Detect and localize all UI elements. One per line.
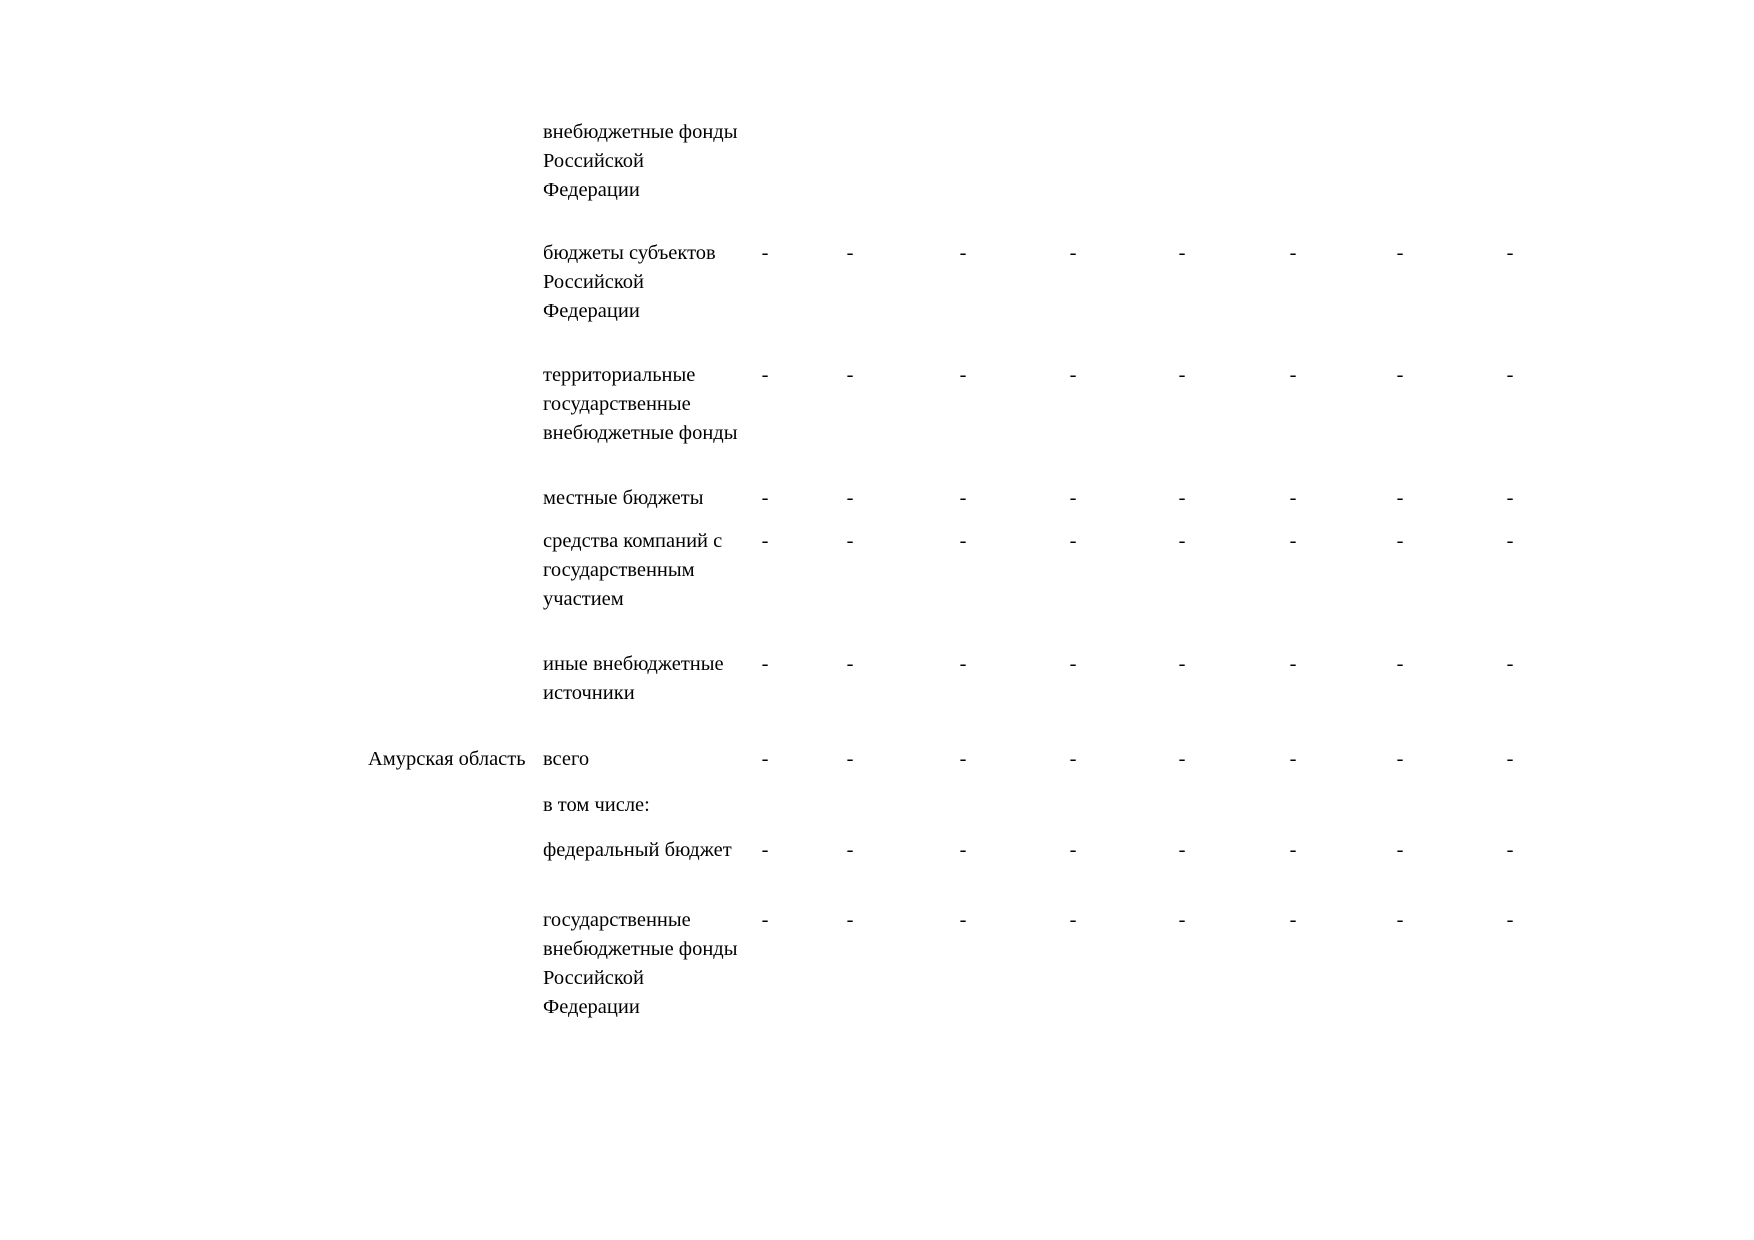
table-cell-value: - — [846, 839, 854, 861]
table-cell-value: - — [959, 909, 967, 931]
table-cell-value: - — [761, 748, 769, 770]
row-values — [0, 239, 1754, 268]
funding-source-label: всего — [543, 748, 590, 770]
funding-source-label: территориальные государственные внебюджетные фонды — [543, 364, 738, 444]
row-values — [0, 836, 1754, 865]
table-cell-value: - — [959, 242, 967, 264]
row-values — [0, 745, 1754, 774]
table-cell-value: - — [846, 530, 854, 552]
table-cell-value: - — [1069, 653, 1077, 675]
table-cell-value: - — [1178, 242, 1186, 264]
table-cell-value: - — [1289, 487, 1297, 509]
table-cell-value: - — [846, 487, 854, 509]
table-cell-value: - — [959, 839, 967, 861]
table-cell-value: - — [1396, 839, 1404, 861]
table-cell-value: - — [959, 530, 967, 552]
row-values — [0, 118, 1754, 147]
row-values — [0, 906, 1754, 935]
table-cell-value: - — [1178, 530, 1186, 552]
table-cell-value: - — [846, 364, 854, 386]
table-cell-value: - — [1069, 748, 1077, 770]
funding-source-label: местные бюджеты — [543, 487, 704, 509]
table-cell-value: - — [1289, 748, 1297, 770]
table-cell-value: - — [1396, 364, 1404, 386]
table-cell-value: - — [1289, 909, 1297, 931]
row-values — [0, 527, 1754, 556]
table-cell-value: - — [1506, 839, 1514, 861]
table-cell-value: - — [1506, 653, 1514, 675]
table-cell-value: - — [1506, 909, 1514, 931]
table-cell-value: - — [959, 748, 967, 770]
table-cell-value: - — [1396, 748, 1404, 770]
table-cell-value: - — [761, 653, 769, 675]
table-cell-value: - — [1069, 487, 1077, 509]
table-cell-value: - — [846, 909, 854, 931]
table-cell-value: - — [1178, 653, 1186, 675]
table-cell-value: - — [1178, 364, 1186, 386]
table-cell-value: - — [1178, 748, 1186, 770]
table-cell-value: - — [1069, 530, 1077, 552]
funding-source-label: иные внебюджетные источники — [543, 653, 724, 704]
table-cell-value: - — [959, 487, 967, 509]
table-cell-value: - — [1069, 364, 1077, 386]
funding-source-label: федеральный бюджет — [543, 839, 732, 861]
funding-source-label: средства компаний с государственным участием — [543, 530, 723, 610]
table-cell-value: - — [1178, 487, 1186, 509]
table-cell-value: - — [1178, 839, 1186, 861]
table-cell-value: - — [1289, 242, 1297, 264]
region-label: Амурская область — [368, 748, 526, 770]
table-cell-value: - — [1506, 487, 1514, 509]
table-cell-value: - — [1506, 242, 1514, 264]
table-cell-value: - — [1289, 530, 1297, 552]
row-values — [0, 791, 1754, 820]
table-cell-value: - — [1396, 530, 1404, 552]
table-cell-value: - — [1396, 653, 1404, 675]
table-cell-value: - — [1396, 487, 1404, 509]
table-cell-value: - — [1396, 909, 1404, 931]
funding-source-label: бюджеты субъектов Российской Федерации — [543, 242, 716, 322]
table-cell-value: - — [1289, 839, 1297, 861]
table-cell-value: - — [1506, 748, 1514, 770]
table-cell-value: - — [846, 242, 854, 264]
table-cell-value: - — [1289, 364, 1297, 386]
table-cell-value: - — [1069, 839, 1077, 861]
table-cell-value: - — [1506, 530, 1514, 552]
row-values — [0, 484, 1754, 513]
table-cell-value: - — [1506, 364, 1514, 386]
table-cell-value: - — [1069, 242, 1077, 264]
table-cell-value: - — [761, 487, 769, 509]
table-cell-value: - — [761, 242, 769, 264]
table-cell-value: - — [1396, 242, 1404, 264]
table-cell-value: - — [761, 839, 769, 861]
table-cell-value: - — [761, 909, 769, 931]
table-cell-value: - — [761, 530, 769, 552]
funding-source-label: внебюджетные фонды Российской Федерации — [543, 121, 738, 201]
table-cell-value: - — [1178, 909, 1186, 931]
table-cell-value: - — [1289, 653, 1297, 675]
table-cell-value: - — [846, 653, 854, 675]
table-cell-value: - — [959, 653, 967, 675]
funding-source-label: в том числе: — [543, 794, 650, 816]
table-cell-value: - — [761, 364, 769, 386]
row-values — [0, 361, 1754, 390]
row-values — [0, 650, 1754, 679]
table-cell-value: - — [846, 748, 854, 770]
funding-source-label: государственные внебюджетные фонды Российской Федерации — [543, 909, 738, 1018]
table-cell-value: - — [1069, 909, 1077, 931]
table-cell-value: - — [959, 364, 967, 386]
